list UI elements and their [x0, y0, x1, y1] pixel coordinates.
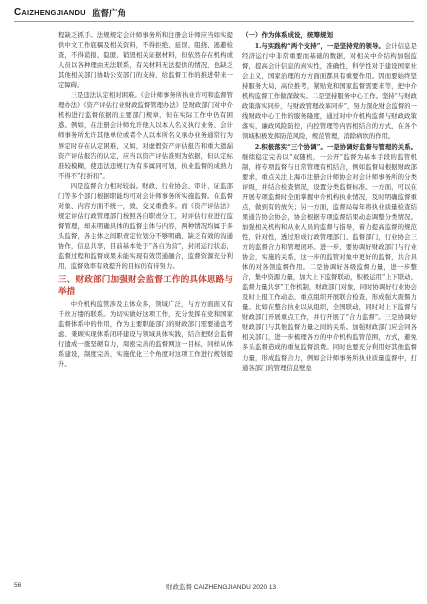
journal-logo: [14, 7, 86, 19]
right-paragraph-2-body: 继续稳定完善以“双随机，一公开”监督为基本手段的监管机制，将专项监督与日常管理有机结合，例如监督局根据财政部要求，重点关注上海市注册会计师协会对会计师事务所的分类评级，并结合检查情况，设置分类监督标准。一方面，可以在开展专项监督时全面掌握中介机构执业情况，及时明确监督重点，做到有的放矢；另一方面，监督局每年将执业质量检查结果通告协会协会，协会根据专项监督结果动态调整分类情况。加强相关机构和从业人员的监督与指导，着力提高监督的规范性，针对性，透过形成行政管理部门、监督部门，行业协会三方的监督合力和管理闭环。进一步，要协调好财政部门与行业协会，实施的关系，这一步的监管对象中更好的监督，共合具体的对各领监督作用。二是协调好各级监督力量，进一步整合，集中资源力量，加大上下监督联动，积极运用“上下联动、监督力量共享”工作机制，财政部门对象，同时协调好行业协会及时上报工作动态，重点组织开展联合检查，形成强大震慑力量。比如在整合执业以从组织，全国联动，同时对上下监督与财政部门开展重点工作，并行开展了“合力监督”。三是协调好财政部门与其他监督力量之间的关系。加强财政部门应会同各相关部门，进一步梳理各方的中介机构监管范围，方式，避免多头监督造成的重复监督浪费。同时也要充分利用好其他监督力量，形成监督合力，例如会计师事务所执业质量监督中，打通各部门的管理信息壁垒: [242, 153, 417, 372]
journal-footer: 财政监督 CAIZHENGJIANDU 2020 13: [166, 584, 277, 591]
header-divider: [14, 21, 414, 22]
left-paragraph-3: 四是监督合力相对较弱。财政、行业协会、审计、证监部门等多个部门根据职能均可对会计师事务所实施监督。在监督对象、内容方面不统一，致，交叉重叠多。而《资产评估法》规定评估行政管理部门按照各自职责分工，对评估行业进行监督管理，却未明确具体的监督主体与内容，两种情况均属于多头监督，各主体之间职责定位划分不够明确，缺乏有效的沟通协作，信息共享，目前基本处于“各自为营”，封闭运行状态，监督过程和监督成果未能实现有效贯通融合，监督资源充分利用，监督效率有效提升的目标仍有待努力。: [58, 182, 233, 271]
section-heading: 三、财政部门加强财会监督工作的具体思路与举措: [58, 274, 233, 296]
right-paragraph-1: [242, 42, 417, 142]
right-column: [242, 31, 417, 374]
section-title: 监督广角: [92, 8, 127, 18]
page-number: 56: [14, 582, 22, 589]
left-paragraph-2: 三是违法认定相对困难。《会计师事务所执业许可和监督管理办法》《资产评估行业财政监督管理办法》是财政部门对中介机构进行监督依据的主要部门规章，但在实际工作中仍有困惑。例如，在注册会计师允许他人以本人名义执行业务、会计师事务所允许其他单位或者个人以本所名义承办业务通常行为界定时存在认定困难，又如，对虚假资产评估报告和重大遗漏资产评估报告的认定，应当以资产评估准则为依据，但认定标准较模糊，使违法违规行为有多属同可划，执业监督的成熟力不得不“打折扣”。: [58, 92, 233, 180]
left-column: [58, 31, 233, 370]
right-paragraph-1-lead: 1.与实践构“两个支持”，一是坚持党的领导。: [254, 43, 385, 51]
left-paragraph-4: 中介机构监管涉及主体众多，领域广泛，与方方面面又有千丝万缕的联系。为切实做好这项工作，充分发挥在党和国家监督体系中的作用，作为主要职能部门的财政部门需要通盘考虑、秉顾实现体系闭环建设与领域具体实践，结合把财会监督行遗成一涨坚硬有力，周密完善的监督网这一目标，同样从体系建设，制度完善，实施优化三个角度对这项工作进行规划提升。: [58, 301, 233, 369]
subsection-heading: （一）作为体系成设，统筹规划: [242, 32, 333, 39]
journal-logo-text: AIZHENGJIANDU: [21, 8, 86, 17]
right-paragraph-2: [242, 143, 417, 374]
page-header: [14, 7, 414, 21]
page-footer: [14, 582, 414, 596]
journal-logo-initial: C: [14, 7, 22, 18]
right-paragraph-1-body: 会计信息是经济运行中非常重要而基础的数据，对相关中介结构加强监督，提高会计信息的真实性，准确性，科学性对于建设国家社会主义，国家治理的方方面面都具有重要作用。因而要始终坚持服务大局，高位推考，紧贴党和国家监督需要来等，把中介机构监督工作做深做实。二是坚持服务中心工作。坚持“与财政政策落实同步，与财政管理改革同步”，努力深化财会监督的一线财政中心工作的服务隆度，通过对中介机构监督与财政政策落实，廉政风险防控，内控管理等内容相结合的方式，在各个领域积极发挥防范风险，规范管理，消除病坎的作用。: [242, 43, 417, 141]
left-paragraph-1: 程缺乏抓手。法规规定会计师事务所和注册会计师应当如实提供中文工作底稿及相关资料，不得拒绝、延误、阻挠、逃避检查，不得谎报、隐匿、销毁相关证据材料，但依然存在机构或人员以各种理由无法联系，有关材料无法提供的情况，也缺乏其他相关部门协助公安部门的支持，给监督工作的推进带来一定障碍。: [58, 32, 233, 90]
right-paragraph-2-lead: 2.积极落实“三个协调”。一是协调好监督与管理的关系。: [254, 143, 417, 151]
